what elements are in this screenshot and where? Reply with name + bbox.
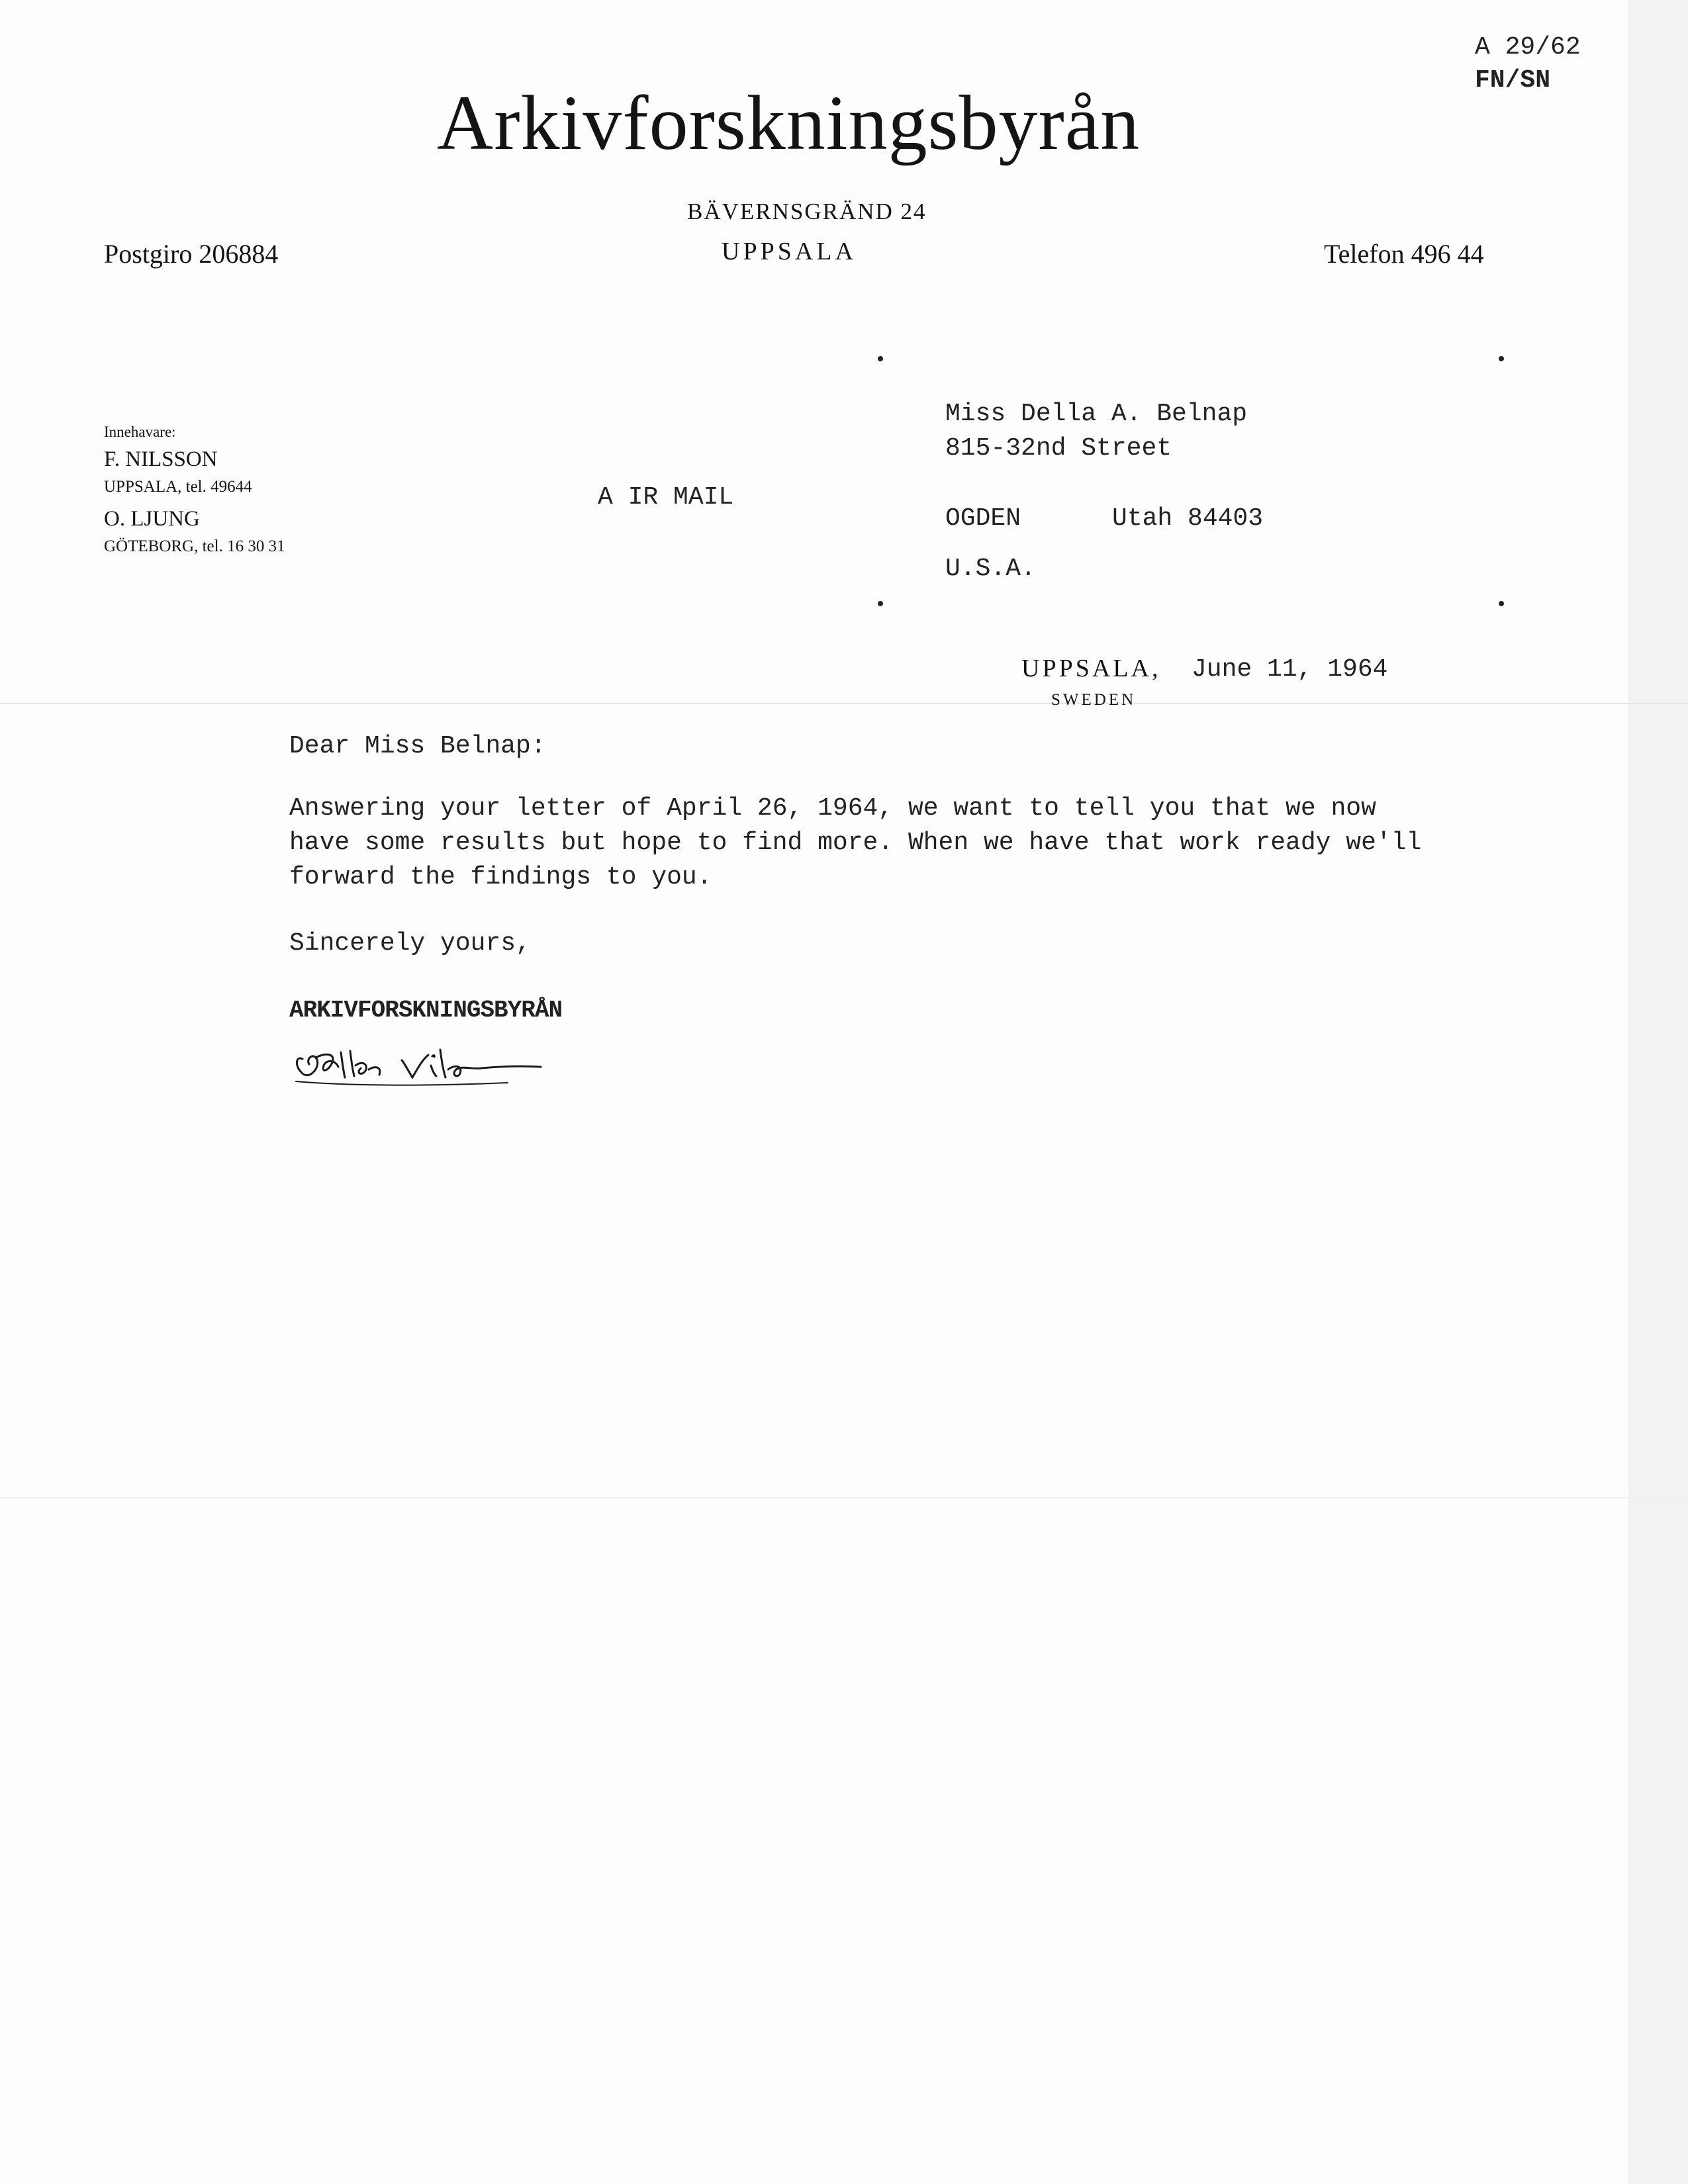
recipient-city: OGDEN (945, 504, 1021, 533)
window-corner-mark (878, 601, 883, 606)
recipient-state-zip: Utah 84403 (1112, 504, 1264, 533)
owner-name: O. LJUNG (104, 507, 200, 531)
signature-company: ARKIVFORSKNINGSBYRÅN (289, 997, 563, 1024)
recipient-name: Miss Della A. Belnap (945, 400, 1248, 428)
handwritten-signature (289, 1026, 633, 1105)
window-corner-mark (878, 356, 883, 361)
window-corner-mark (1499, 356, 1504, 361)
date-city: UPPSALA, (1021, 655, 1161, 682)
letterhead-street: BÄVERNSGRÄND 24 (687, 199, 927, 224)
body-line: Answering your letter of April 26, 1964, we want to tell you that we now (289, 794, 1376, 823)
owner-name: F. NILSSON (104, 447, 218, 471)
salutation: Dear Miss Belnap: (289, 732, 546, 760)
body-line: forward the findings to you. (289, 863, 712, 891)
window-corner-mark (1499, 601, 1504, 606)
fold-line-lower (0, 1497, 1688, 1498)
date-country: SWEDEN (1051, 691, 1137, 709)
page-edge-shade (1628, 0, 1688, 2184)
recipient-country: U.S.A. (945, 555, 1036, 583)
reference-number: A 29/62 (1475, 33, 1581, 62)
date-text: June 11, 1964 (1192, 655, 1388, 684)
letterhead-city: UPPSALA (722, 238, 857, 265)
letterhead-telefon: Telefon 496 44 (1324, 239, 1484, 269)
mail-type: A IR MAIL (598, 483, 734, 512)
letterhead-brand: Arkivforskningsbyrån (437, 79, 1141, 166)
body-line: have some results but hope to find more. When we have that work ready we'll (289, 829, 1422, 857)
recipient-street: 815-32nd Street (945, 434, 1172, 463)
reference-initials: FN/SN (1475, 66, 1551, 95)
owners-label: Innehavare: (104, 424, 176, 440)
closing: Sincerely yours, (289, 929, 531, 958)
letterhead-postgiro: Postgiro 206884 (104, 239, 279, 269)
owner-location: UPPSALA, tel. 49644 (104, 478, 252, 496)
fold-line (0, 703, 1688, 704)
owner-location: GÖTEBORG, tel. 16 30 31 (104, 537, 285, 555)
